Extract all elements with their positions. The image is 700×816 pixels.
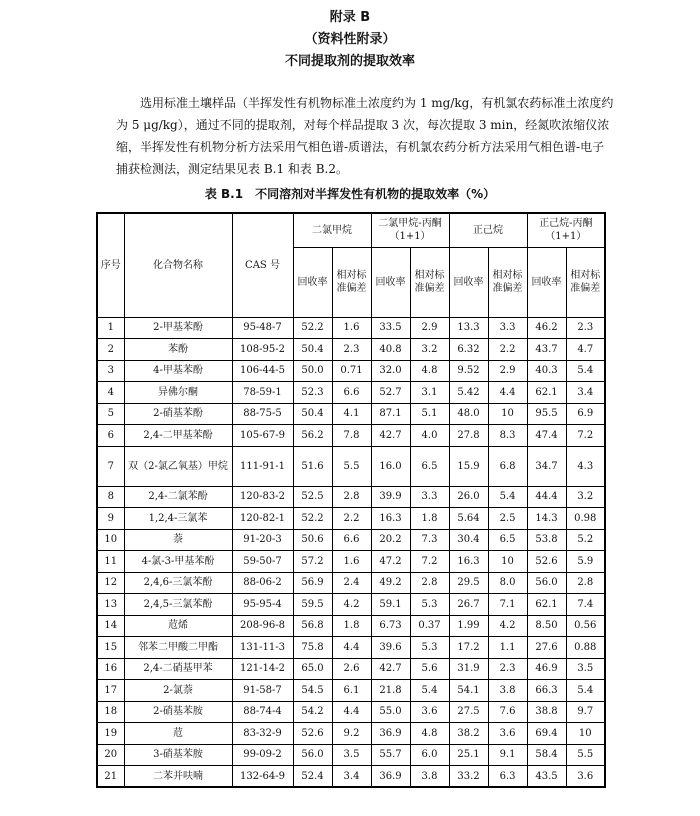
cell-recovery: 53.8 — [527, 529, 566, 551]
extraction-efficiency-table — [96, 212, 606, 788]
cell-seq: 6 — [97, 425, 124, 447]
cell-rsd: 7.8 — [332, 425, 371, 447]
cell-rsd: 0.71 — [332, 360, 371, 382]
cell-compound: 2-氯萘 — [124, 680, 232, 702]
cell-recovery: 75.8 — [293, 637, 332, 659]
cell-recovery: 16.3 — [449, 551, 488, 573]
header-solvent-hexane-acetone: 正己烷-丙酮（1+1） — [527, 213, 605, 247]
cell-rsd: 5.2 — [566, 529, 605, 551]
cell-rsd: 6.5 — [488, 529, 527, 551]
header-seq: 序号 — [97, 213, 124, 317]
cell-rsd: 6.1 — [332, 680, 371, 702]
cell-recovery: 56.0 — [527, 572, 566, 594]
cell-rsd: 3.6 — [410, 701, 449, 723]
cell-recovery: 17.2 — [449, 637, 488, 659]
cell-recovery: 36.9 — [371, 766, 410, 788]
table-row — [97, 680, 605, 702]
cell-compound: 异佛尔酮 — [124, 382, 232, 404]
cell-compound: 2-甲基苯酚 — [124, 317, 232, 339]
table-row — [97, 551, 605, 573]
cell-recovery: 30.4 — [449, 529, 488, 551]
cell-recovery: 69.4 — [527, 723, 566, 745]
cell-recovery: 56.8 — [293, 615, 332, 637]
cell-recovery: 6.32 — [449, 339, 488, 361]
cell-recovery: 1.99 — [449, 615, 488, 637]
cell-recovery: 56.9 — [293, 572, 332, 594]
header-solvent-dichloromethane-acetone: 二氯甲烷-丙酮（1+1） — [371, 213, 449, 247]
cell-rsd: 4.4 — [332, 637, 371, 659]
cell-rsd: 2.5 — [488, 508, 527, 530]
cell-recovery: 32.0 — [371, 360, 410, 382]
cell-rsd: 6.8 — [488, 446, 527, 486]
cell-compound: 苊 — [124, 723, 232, 745]
cell-recovery: 9.52 — [449, 360, 488, 382]
cell-compound: 双（2-氯乙氧基）甲烷 — [124, 446, 232, 486]
cell-recovery: 54.2 — [293, 701, 332, 723]
cell-recovery: 8.50 — [527, 615, 566, 637]
table-row — [97, 766, 605, 788]
header-recovery: 回收率 — [527, 247, 566, 317]
cell-cas: 105-67-9 — [232, 425, 293, 447]
cell-cas: 120-82-1 — [232, 508, 293, 530]
cell-recovery: 16.3 — [371, 508, 410, 530]
table-row — [97, 486, 605, 508]
cell-cas: 78-59-1 — [232, 382, 293, 404]
cell-rsd: 5.6 — [410, 658, 449, 680]
cell-compound: 萘 — [124, 529, 232, 551]
cell-seq: 9 — [97, 508, 124, 530]
cell-cas: 106-44-5 — [232, 360, 293, 382]
cell-recovery: 46.2 — [527, 317, 566, 339]
header-recovery: 回收率 — [371, 247, 410, 317]
cell-recovery: 56.0 — [293, 744, 332, 766]
cell-seq: 17 — [97, 680, 124, 702]
cell-rsd: 5.3 — [410, 637, 449, 659]
cell-compound: 4-氯-3-甲基苯酚 — [124, 551, 232, 573]
cell-rsd: 7.4 — [566, 594, 605, 616]
cell-recovery: 52.5 — [293, 486, 332, 508]
cell-recovery: 49.2 — [371, 572, 410, 594]
cell-recovery: 47.4 — [527, 425, 566, 447]
cell-cas: 91-20-3 — [232, 529, 293, 551]
cell-cas: 208-96-8 — [232, 615, 293, 637]
header-solvent-dichloromethane: 二氯甲烷 — [293, 213, 371, 247]
cell-rsd: 3.2 — [410, 339, 449, 361]
cell-cas: 88-06-2 — [232, 572, 293, 594]
cell-recovery: 14.3 — [527, 508, 566, 530]
cell-rsd: 7.1 — [488, 594, 527, 616]
cell-recovery: 66.3 — [527, 680, 566, 702]
cell-recovery: 52.7 — [371, 382, 410, 404]
cell-recovery: 15.9 — [449, 446, 488, 486]
cell-recovery: 54.5 — [293, 680, 332, 702]
cell-rsd: 1.6 — [332, 317, 371, 339]
cell-rsd: 2.6 — [332, 658, 371, 680]
cell-rsd: 2.8 — [410, 572, 449, 594]
cell-rsd: 5.5 — [566, 744, 605, 766]
cell-rsd: 9.2 — [332, 723, 371, 745]
header-solvent-hexane: 正己烷 — [449, 213, 527, 247]
cell-recovery: 50.0 — [293, 360, 332, 382]
cell-rsd: 1.8 — [332, 615, 371, 637]
cell-recovery: 6.73 — [371, 615, 410, 637]
header-cas: CAS 号 — [232, 213, 293, 317]
cell-compound: 2,4,5-三氯苯酚 — [124, 594, 232, 616]
table-row — [97, 508, 605, 530]
cell-rsd: 4.2 — [488, 615, 527, 637]
cell-recovery: 38.8 — [527, 701, 566, 723]
cell-compound: 苯酚 — [124, 339, 232, 361]
cell-compound: 3-硝基苯胺 — [124, 744, 232, 766]
cell-recovery: 31.9 — [449, 658, 488, 680]
cell-rsd: 4.8 — [410, 723, 449, 745]
cell-cas: 88-75-5 — [232, 403, 293, 425]
cell-rsd: 10 — [488, 551, 527, 573]
table-row — [97, 658, 605, 680]
cell-recovery: 13.3 — [449, 317, 488, 339]
cell-cas: 88-74-4 — [232, 701, 293, 723]
cell-rsd: 7.3 — [410, 529, 449, 551]
cell-compound: 2,4-二氯苯酚 — [124, 486, 232, 508]
cell-recovery: 34.7 — [527, 446, 566, 486]
cell-rsd: 1.6 — [332, 551, 371, 573]
appendix-title: 不同提取剂的提取效率 — [284, 54, 415, 69]
table-row — [97, 723, 605, 745]
header-rsd: 相对标准偏差 — [566, 247, 605, 317]
cell-rsd: 10 — [566, 723, 605, 745]
appendix-label: 附录 B — [329, 10, 371, 25]
cell-seq: 11 — [97, 551, 124, 573]
cell-rsd: 3.2 — [566, 486, 605, 508]
header-recovery: 回收率 — [449, 247, 488, 317]
table-row — [97, 701, 605, 723]
cell-rsd: 0.88 — [566, 637, 605, 659]
intro-text: 选用标准土壤样品（半挥发性有机物标准土浓度约为 1 mg/kg，有机氯农药标准土浓度约为 5 μg/kg），通过不同的提取剂，对每个样品提取 3 次，每次提取 3 min，经氮吹浓缩仪浓缩，半挥发性有机物分析方法采用气相色谱-质谱法，有机氯农药分析方法采用气相色谱-电子捕获检测法，测定结果见表 B.1 和表 B.2。 — [116, 96, 614, 176]
cell-rsd: 2.2 — [332, 508, 371, 530]
cell-cas: 91-58-7 — [232, 680, 293, 702]
cell-rsd: 6.0 — [410, 744, 449, 766]
intro-paragraph — [116, 92, 614, 180]
cell-cas: 120-83-2 — [232, 486, 293, 508]
cell-rsd: 2.3 — [488, 658, 527, 680]
table-row — [97, 403, 605, 425]
appendix-nature: （资料性附录） — [304, 32, 396, 47]
cell-rsd: 0.37 — [410, 615, 449, 637]
cell-recovery: 62.1 — [527, 594, 566, 616]
table-row — [97, 615, 605, 637]
cell-rsd: 7.2 — [410, 551, 449, 573]
cell-recovery: 62.1 — [527, 382, 566, 404]
cell-recovery: 27.5 — [449, 701, 488, 723]
cell-rsd: 1.8 — [410, 508, 449, 530]
cell-recovery: 16.0 — [371, 446, 410, 486]
cell-rsd: 10 — [488, 403, 527, 425]
table-row — [97, 744, 605, 766]
cell-cas: 111-91-1 — [232, 446, 293, 486]
cell-rsd: 2.4 — [332, 572, 371, 594]
cell-recovery: 52.2 — [293, 317, 332, 339]
cell-recovery: 87.1 — [371, 403, 410, 425]
cell-rsd: 6.6 — [332, 529, 371, 551]
cell-recovery: 21.8 — [371, 680, 410, 702]
table-row — [97, 425, 605, 447]
cell-recovery: 56.2 — [293, 425, 332, 447]
cell-recovery: 52.2 — [293, 508, 332, 530]
cell-rsd: 4.2 — [332, 594, 371, 616]
cell-recovery: 65.0 — [293, 658, 332, 680]
cell-rsd: 6.3 — [488, 766, 527, 788]
header-rsd: 相对标准偏差 — [410, 247, 449, 317]
header-compound: 化合物名称 — [124, 213, 232, 317]
cell-cas: 59-50-7 — [232, 551, 293, 573]
cell-recovery: 26.0 — [449, 486, 488, 508]
cell-rsd: 9.7 — [566, 701, 605, 723]
cell-recovery: 95.5 — [527, 403, 566, 425]
cell-recovery: 46.9 — [527, 658, 566, 680]
cell-seq: 14 — [97, 615, 124, 637]
cell-recovery: 44.4 — [527, 486, 566, 508]
cell-rsd: 5.4 — [566, 360, 605, 382]
cell-rsd: 5.9 — [566, 551, 605, 573]
cell-cas: 132-64-9 — [232, 766, 293, 788]
cell-recovery: 40.8 — [371, 339, 410, 361]
cell-cas: 121-14-2 — [232, 658, 293, 680]
cell-recovery: 33.2 — [449, 766, 488, 788]
cell-recovery: 40.3 — [527, 360, 566, 382]
cell-rsd: 4.1 — [332, 403, 371, 425]
cell-seq: 10 — [97, 529, 124, 551]
cell-recovery: 51.6 — [293, 446, 332, 486]
cell-seq: 5 — [97, 403, 124, 425]
cell-compound: 二苯并呋喃 — [124, 766, 232, 788]
cell-recovery: 36.9 — [371, 723, 410, 745]
table-body — [97, 317, 605, 787]
cell-recovery: 43.5 — [527, 766, 566, 788]
cell-rsd: 2.2 — [488, 339, 527, 361]
cell-cas: 108-95-2 — [232, 339, 293, 361]
cell-rsd: 3.4 — [332, 766, 371, 788]
cell-rsd: 4.0 — [410, 425, 449, 447]
cell-rsd: 4.4 — [332, 701, 371, 723]
cell-recovery: 50.6 — [293, 529, 332, 551]
cell-recovery: 20.2 — [371, 529, 410, 551]
cell-rsd: 3.6 — [566, 766, 605, 788]
cell-rsd: 6.6 — [332, 382, 371, 404]
cell-recovery: 50.4 — [293, 403, 332, 425]
cell-rsd: 7.2 — [566, 425, 605, 447]
cell-rsd: 3.3 — [410, 486, 449, 508]
cell-seq: 13 — [97, 594, 124, 616]
cell-seq: 2 — [97, 339, 124, 361]
cell-recovery: 52.6 — [293, 723, 332, 745]
cell-seq: 3 — [97, 360, 124, 382]
table-row — [97, 572, 605, 594]
cell-compound: 1,2,4-三氯苯 — [124, 508, 232, 530]
cell-recovery: 29.5 — [449, 572, 488, 594]
cell-rsd: 5.1 — [410, 403, 449, 425]
cell-seq: 21 — [97, 766, 124, 788]
cell-rsd: 3.4 — [566, 382, 605, 404]
cell-compound: 4-甲基苯酚 — [124, 360, 232, 382]
cell-rsd: 6.5 — [410, 446, 449, 486]
cell-recovery: 58.4 — [527, 744, 566, 766]
cell-recovery: 55.0 — [371, 701, 410, 723]
cell-recovery: 57.2 — [293, 551, 332, 573]
cell-recovery: 59.5 — [293, 594, 332, 616]
cell-rsd: 5.5 — [332, 446, 371, 486]
cell-compound: 2,4-二硝基甲苯 — [124, 658, 232, 680]
cell-compound: 苊烯 — [124, 615, 232, 637]
cell-cas: 131-11-3 — [232, 637, 293, 659]
cell-seq: 8 — [97, 486, 124, 508]
cell-recovery: 47.2 — [371, 551, 410, 573]
cell-recovery: 42.7 — [371, 425, 410, 447]
header-rsd: 相对标准偏差 — [488, 247, 527, 317]
cell-rsd: 6.9 — [566, 403, 605, 425]
cell-seq: 4 — [97, 382, 124, 404]
cell-recovery: 54.1 — [449, 680, 488, 702]
cell-cas: 95-95-4 — [232, 594, 293, 616]
cell-cas: 95-48-7 — [232, 317, 293, 339]
cell-recovery: 5.42 — [449, 382, 488, 404]
cell-cas: 83-32-9 — [232, 723, 293, 745]
table-row — [97, 529, 605, 551]
cell-rsd: 5.4 — [410, 680, 449, 702]
cell-rsd: 8.0 — [488, 572, 527, 594]
cell-rsd: 9.1 — [488, 744, 527, 766]
cell-recovery: 5.64 — [449, 508, 488, 530]
cell-rsd: 2.9 — [410, 317, 449, 339]
cell-rsd: 4.3 — [566, 446, 605, 486]
cell-recovery: 52.3 — [293, 382, 332, 404]
cell-seq: 18 — [97, 701, 124, 723]
cell-recovery: 48.0 — [449, 403, 488, 425]
cell-rsd: 3.3 — [488, 317, 527, 339]
cell-compound: 2,4-二甲基苯酚 — [124, 425, 232, 447]
cell-rsd: 3.5 — [566, 658, 605, 680]
table-row — [97, 594, 605, 616]
cell-compound: 邻苯二甲酸二甲酯 — [124, 637, 232, 659]
cell-seq: 15 — [97, 637, 124, 659]
cell-rsd: 4.8 — [410, 360, 449, 382]
cell-rsd: 2.9 — [488, 360, 527, 382]
cell-compound: 2-硝基苯酚 — [124, 403, 232, 425]
cell-rsd: 2.3 — [566, 317, 605, 339]
cell-rsd: 5.4 — [488, 486, 527, 508]
cell-recovery: 50.4 — [293, 339, 332, 361]
table-row — [97, 637, 605, 659]
cell-recovery: 52.6 — [527, 551, 566, 573]
cell-rsd: 3.1 — [410, 382, 449, 404]
cell-recovery: 33.5 — [371, 317, 410, 339]
cell-rsd: 2.8 — [332, 486, 371, 508]
cell-rsd: 0.98 — [566, 508, 605, 530]
cell-recovery: 25.1 — [449, 744, 488, 766]
cell-cas: 99-09-2 — [232, 744, 293, 766]
cell-recovery: 26.7 — [449, 594, 488, 616]
cell-seq: 1 — [97, 317, 124, 339]
cell-recovery: 43.7 — [527, 339, 566, 361]
cell-recovery: 39.9 — [371, 486, 410, 508]
header-rsd: 相对标准偏差 — [332, 247, 371, 317]
cell-seq: 12 — [97, 572, 124, 594]
cell-rsd: 3.6 — [488, 723, 527, 745]
cell-rsd: 3.8 — [410, 766, 449, 788]
table-row — [97, 446, 605, 486]
cell-recovery: 38.2 — [449, 723, 488, 745]
cell-seq: 16 — [97, 658, 124, 680]
table-row — [97, 382, 605, 404]
cell-seq: 20 — [97, 744, 124, 766]
cell-rsd: 8.3 — [488, 425, 527, 447]
cell-compound: 2,4,6-三氯苯酚 — [124, 572, 232, 594]
cell-rsd: 3.8 — [488, 680, 527, 702]
cell-rsd: 1.1 — [488, 637, 527, 659]
table-row — [97, 317, 605, 339]
cell-rsd: 5.4 — [566, 680, 605, 702]
cell-rsd: 0.56 — [566, 615, 605, 637]
cell-recovery: 59.1 — [371, 594, 410, 616]
table-row — [97, 339, 605, 361]
cell-rsd: 4.4 — [488, 382, 527, 404]
cell-recovery: 39.6 — [371, 637, 410, 659]
cell-rsd: 4.7 — [566, 339, 605, 361]
cell-seq: 19 — [97, 723, 124, 745]
cell-rsd: 2.8 — [566, 572, 605, 594]
cell-compound: 2-硝基苯胺 — [124, 701, 232, 723]
table-row — [97, 360, 605, 382]
cell-recovery: 42.7 — [371, 658, 410, 680]
table-caption: 表 B.1 不同溶剂对半挥发性有机物的提取效率（%） — [204, 187, 496, 201]
cell-rsd: 7.6 — [488, 701, 527, 723]
cell-rsd: 3.5 — [332, 744, 371, 766]
cell-rsd: 5.3 — [410, 594, 449, 616]
cell-recovery: 52.4 — [293, 766, 332, 788]
header-recovery: 回收率 — [293, 247, 332, 317]
cell-recovery: 27.6 — [527, 637, 566, 659]
cell-recovery: 55.7 — [371, 744, 410, 766]
cell-seq: 7 — [97, 446, 124, 486]
cell-rsd: 2.3 — [332, 339, 371, 361]
cell-recovery: 27.8 — [449, 425, 488, 447]
